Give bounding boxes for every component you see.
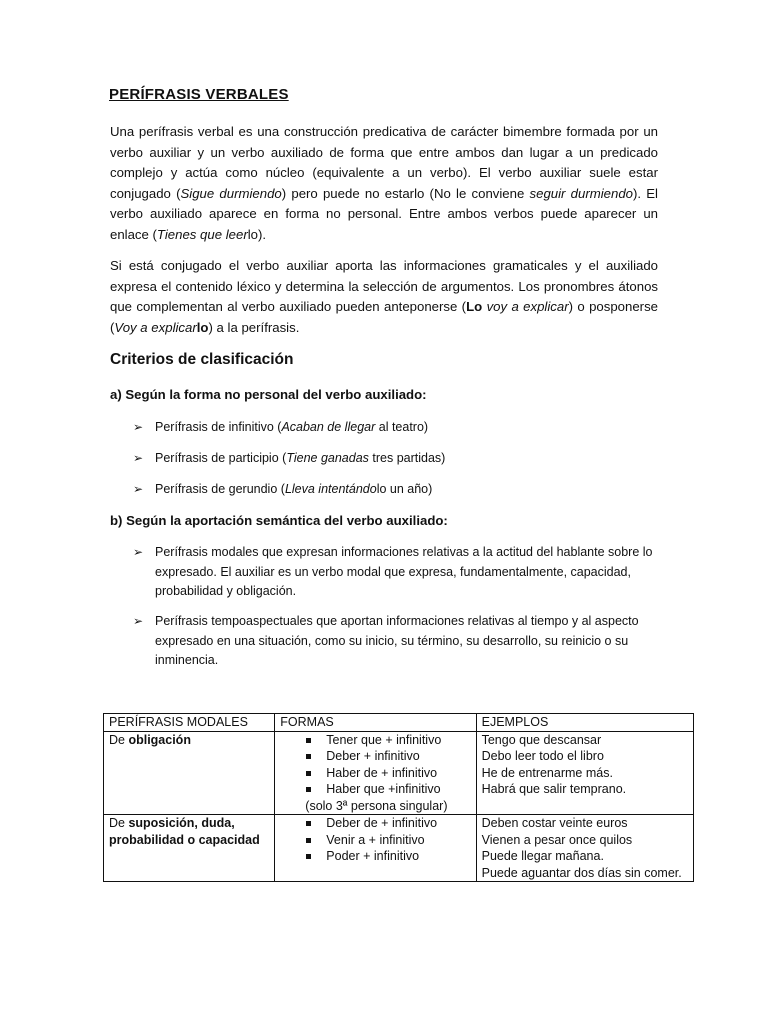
table-cell-forms: [275, 731, 476, 815]
table-header-cell: PERÍFRASIS MODALES: [104, 714, 275, 732]
square-bullet-icon: [306, 854, 311, 859]
square-bullet-icon: [306, 821, 311, 826]
table-header-row: [104, 714, 694, 732]
square-bullet-icon: [306, 838, 311, 843]
arrow-bullet-icon: ➢: [133, 614, 144, 628]
form-item: Deber + infinitivo: [280, 748, 470, 765]
form-item: Deber de + infinitivo: [280, 815, 470, 832]
form-item: Haber que +infinitivo: [280, 781, 470, 798]
form-item: Venir a + infinitivo: [280, 832, 470, 849]
example-item: Puede aguantar dos días sin comer.: [481, 865, 682, 880]
table-cell-examples: [476, 815, 693, 882]
form-item: Haber de + infinitivo: [280, 765, 470, 782]
example-item: Debo leer todo el libro: [481, 749, 604, 763]
modal-periphrasis-table: [103, 713, 694, 882]
example-item: Deben costar veinte euros: [481, 816, 628, 830]
list-item: ➢ Perífrasis de participio (Tiene ganadas tres partidas): [133, 449, 663, 469]
square-bullet-icon: [306, 787, 311, 792]
list-item: ➢ Perífrasis de gerundio (Lleva intentándolo un año): [133, 480, 663, 500]
table-header-cell: FORMAS: [275, 714, 476, 732]
table-cell-type: De suposición, duda, probabilidad o capacidad: [104, 815, 275, 882]
example-item: He de entrenarme más.: [481, 765, 613, 780]
square-bullet-icon: [306, 754, 311, 759]
intro-paragraph: Una perífrasis verbal es una construcción predicativa de carácter bimembre formada por un verbo auxiliar y un verbo auxiliado de forma que entre ambos dan lugar a un predicado complejo y actúa como núcleo (equivalente a un verbo). El verbo auxiliar suele estar conjugado (Sigue durmiendo) pero puede no estarlo (No le conviene seguir durmiendo). El verbo auxiliado aparece en forma no personal. Entre ambos verbos puede aparecer un enlace (Tienes que leerlo).: [110, 124, 658, 242]
square-bullet-icon: [306, 738, 311, 743]
arrow-bullet-icon: ➢: [133, 545, 144, 559]
list-item: ➢ Perífrasis tempoaspectuales que aportan informaciones relativas al tiempo y al aspecto expresado en una situación, como su inicio, su término, su desarrollo, su reinicio o su inminencia.: [133, 612, 663, 671]
example-item: Vienen a pesar once quilos: [481, 832, 633, 847]
form-item: Poder + infinitivo: [280, 848, 470, 865]
arrow-bullet-icon: ➢: [133, 451, 144, 465]
subsection-a-heading: a) Según la forma no personal del verbo auxiliado:: [110, 387, 427, 402]
form-item: Tener que + infinitivo: [280, 732, 470, 749]
page-title: PERÍFRASIS VERBALES: [109, 86, 289, 103]
list-item: ➢ Perífrasis de infinitivo (Acaban de llegar al teatro): [133, 418, 663, 438]
square-bullet-icon: [306, 771, 311, 776]
example-item: Habrá que salir temprano.: [481, 782, 627, 796]
second-paragraph: Si está conjugado el verbo auxiliar aporta las informaciones gramaticales y el auxiliado expresa el contenido léxico y determina la selección de argumentos. Los pronombres átonos que complementan al verbo auxiliado pueden anteponerse (Lo voy a explicar) o posponerse (Voy a explicarlo) a la perífrasis.: [110, 258, 658, 335]
table-cell-forms: [275, 815, 476, 882]
table-cell-examples: [476, 731, 693, 815]
table-header-cell: EJEMPLOS: [476, 714, 693, 732]
subsection-b-heading: b) Según la aportación semántica del verbo auxiliado:: [110, 513, 448, 528]
section-heading: Criterios de clasificación: [110, 351, 294, 368]
table-row: [104, 731, 694, 815]
arrow-bullet-icon: ➢: [133, 482, 144, 496]
example-item: Tengo que descansar: [481, 732, 602, 747]
list-item: ➢ Perífrasis modales que expresan informaciones relativas a la actitud del hablante sobre lo expresado. El auxiliar es un verbo modal que expresa, fundamentalmente, capacidad, probabilidad y obligación.: [133, 543, 663, 602]
arrow-bullet-icon: ➢: [133, 420, 144, 434]
forms-note: (solo 3ª persona singular): [305, 798, 448, 813]
example-item: Puede llegar mañana.: [481, 849, 604, 863]
table-cell-type: De obligación: [104, 731, 275, 815]
table-row: [104, 815, 694, 882]
